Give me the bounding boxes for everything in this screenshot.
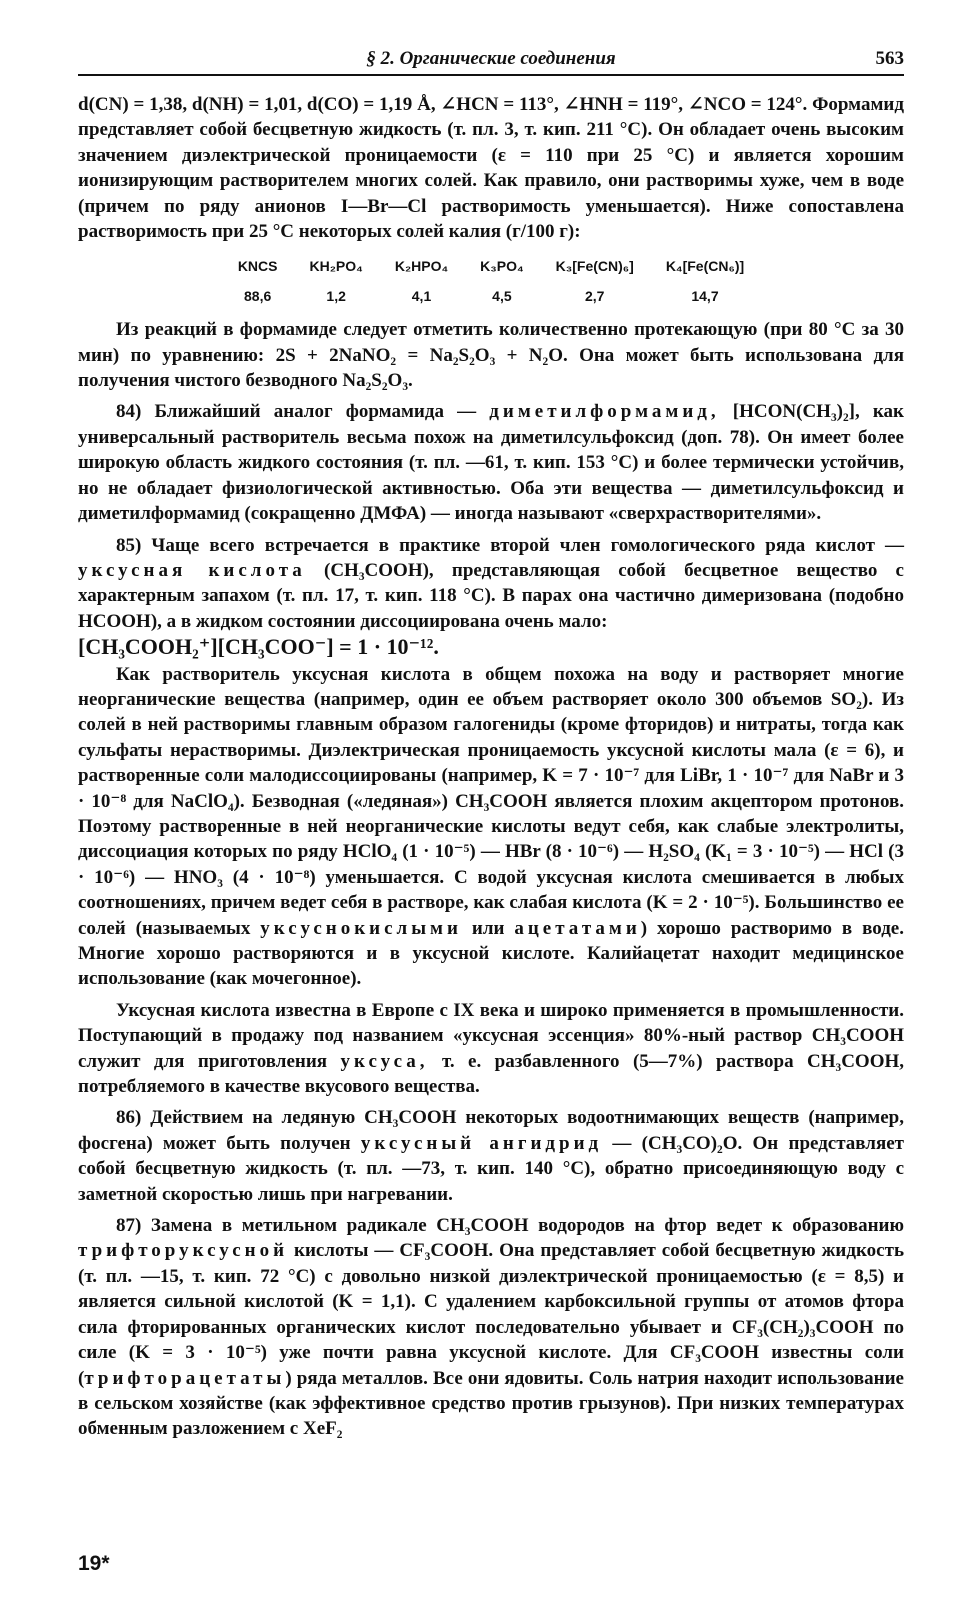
spaced-term: трифторуксусной — [78, 1240, 289, 1262]
text-run: [HCON(CH₃)₂], как универсальный растворитель весьма похож на диметилсульфоксид (доп. 78). Он имеет более широкую область жидкого состояния (т. пл. —61, т. кип. 153 °C) и более термически устойчив, но не обладает физиологической активностью. Оба эти вещества — диметилсульфоксид и диметилформамид (сокращенно ДМФА) — иногда называют «сверхрастворителями». — [78, 401, 905, 525]
text-run: или — [461, 917, 515, 939]
running-header — [78, 46, 904, 76]
text-run: кислоты — CF₃COOH. Она представляет собой бесцветную жидкость (т. пл. —15, т. кип. 72 °C) с довольно низкой диэлектрической проницаемостью (ε = 8,5) и является сильной кислотой (K = 1,1). С удалением карбоксильной группы от атомов фтора сила фторированных органических кислот последовательно убывает и CF₃(CH₂)₃COOH по силе (K = 3 · 10⁻⁵) уже почти равна уксусной кислоте. Для CF₃COOH известны соли ( — [78, 1240, 904, 1389]
text-run: т. е. разбавленного (5—7%) раствора CH₃COOH, потребляемого в качестве вкусового вещества. — [78, 1050, 905, 1098]
spaced-term: диметилформамид, — [489, 401, 720, 423]
spaced-term: уксусная кислота — [78, 559, 306, 581]
text-run: 85) Чаще всего встречается в практике второй член гомологического ряда кислот — — [116, 534, 904, 556]
signature-mark: 19* — [78, 1552, 110, 1575]
value-cell: 4,1 — [411, 287, 432, 304]
text-run: ) ряда металлов. Все они ядовиты. Соль натрия находит использование в сельском хозяйстве (как эффективное средство против грызунов). При низких температурах обменным разложением с XeF₂ — [78, 1367, 904, 1440]
value-cell: 14,7 — [691, 287, 719, 304]
spaced-term: ацетатами — [514, 917, 641, 939]
solubility-table — [222, 252, 760, 311]
spaced-term: уксуснокислыми — [260, 917, 462, 939]
solubility-salts-row — [222, 252, 760, 281]
text-run: 84) Ближайший аналог формамида — — [116, 401, 490, 423]
text-run: (CH₃COOH), представляющая собой бесцветное вещество с характерным запахом (т. пл. 17, т. кип. 118 °C). В парах она частично димеризована (подобно HCOOH), а в жидком состоянии диссоциирована очень мало: — [78, 559, 904, 632]
paragraph-86-acetic-anhydride — [78, 1105, 904, 1207]
paragraph-acetic-acid-history — [78, 998, 904, 1100]
salt-cell: K₄[Fe(CN₆)] — [665, 258, 745, 275]
salt-cell: K₂HPO₄ — [394, 258, 449, 275]
paragraph-formamide-reactions: Из реакций в формамиде следует отметить количественно протекающую (при 80 °C за 30 мин) по уравнению: 2S + 2NaNO₂ = Na₂S₂O₃ + N₂O. Она может быть использована для получения чистого безводного Na₂S₂O₃. — [78, 319, 904, 392]
text-run: Как растворитель уксусная кислота в общем похожа на воду и растворяет многие неорганические вещества (например, один ее объем растворяет около 300 объемов SO₂). Из солей в ней растворимы главным образом галогениды (кроме фторидов) и нитраты, тогда как сульфаты нерастворимы. Диэлектрическая проницаемость уксусной кислоты мала (ε = 6), и растворенные соли малодиссоциированы (например, K = 7 · 10⁻⁷ для LiBr, 1 · 10⁻⁷ для NaBr и 3 · 10⁻⁸ для NaClO₄). Безводная («ледяная») CH₃COOH является плохим акцептором протонов. Поэтому растворенные в ней неорганические кислоты ведут себя, как слабые электролиты, диссоциация которых по ряду HClO₄ (1 · 10⁻⁵) — HBr (8 · 10⁻⁶) — H₂SO₄ (K₁ = 3 · 10⁻⁵) — HCl (3 · 10⁻⁶) — HNO₃ (4 · 10⁻⁸) уменьшается. С водой уксусная кислота смешивается в любых соотношениях, причем ведет себя в растворе, как слабая кислота (K = 2 · 10⁻⁵). Большинство ее солей (называемых — [78, 663, 904, 939]
paragraph-87-trifluoroacetic-acid — [78, 1213, 904, 1442]
salt-cell: KNCS — [237, 258, 278, 275]
spaced-term: уксусный ангидрид — [360, 1132, 603, 1154]
paragraph-formamide-properties: d(CN) = 1,38, d(NH) = 1,01, d(CO) = 1,19 Å, ∠HCN = 113°, ∠HNH = 119°, ∠NCO = 124°. Формамид представляет собой бесцветную жидкость (т. пл. 3, т. кип. 211 °C). Он обладает очень высоким значением диэлектрической проницаемости (ε = 110 при 25 °C) и является хорошим ионизирующим растворителем многих солей. Как правило, они растворимы хуже, чем в воде (причем по ряду анионов I—Br—Cl растворимость уменьшается). Ниже сопоставлена растворимость при 25 °C некоторых солей калия (г/100 г): — [78, 94, 904, 243]
page-number: 563 — [875, 48, 904, 69]
value-cell: 1,2 — [326, 287, 346, 304]
section-title: § 2. Органические соединения — [366, 48, 616, 69]
text-run: Уксусная кислота известна в Европе с IX века и широко применяется в промышленности. Поступающий в продажу под названием «уксусная эссенция» 80%-ный раствор CH₃COOH служит для приготовления — [78, 999, 904, 1072]
text-run: — (CH₃CO)₂O. Он представляет собой бесцветную жидкость (т. пл. —73, т. кип. 140 °C), обратно присоединяющую воду с заметной скоростью лишь при нагревании. — [78, 1132, 905, 1205]
salt-cell: K₃[Fe(CN)₆] — [555, 258, 634, 275]
value-cell: 2,7 — [585, 287, 605, 304]
spaced-term: уксуса, — [340, 1050, 429, 1072]
solubility-values-row — [222, 282, 760, 311]
salt-cell: K₃PO₄ — [480, 258, 524, 275]
text-run: 87) Замена в метильном радикале CH₃COOH водородов на фтор ведет к образованию — [116, 1215, 904, 1237]
autoprotolysis-formula: [CH₃COOH₂⁺][CH₃COO⁻] = 1 · 10⁻¹². — [78, 634, 439, 660]
spaced-term: трифторацетаты — [84, 1367, 286, 1389]
text-run: 86) Действием на ледяную CH₃COOH некоторых водоотнимающих веществ (например, фосгена) может быть получен — [78, 1107, 904, 1154]
page-body — [78, 92, 904, 1442]
paragraph-84-dimethylformamide — [78, 399, 904, 526]
value-cell: 4,5 — [492, 287, 512, 304]
paragraph-acetic-acid-solvent — [78, 662, 904, 992]
value-cell: 88,6 — [244, 287, 272, 304]
salt-cell: KH₂PO₄ — [309, 258, 363, 275]
paragraph-85-acetic-acid — [78, 533, 904, 662]
text-run: ) хорошо растворимо в воде. Многие хорошо растворяются и в уксусной кислоте. Калийацетат находит медицинское использование (как мочегонное). — [78, 917, 904, 990]
